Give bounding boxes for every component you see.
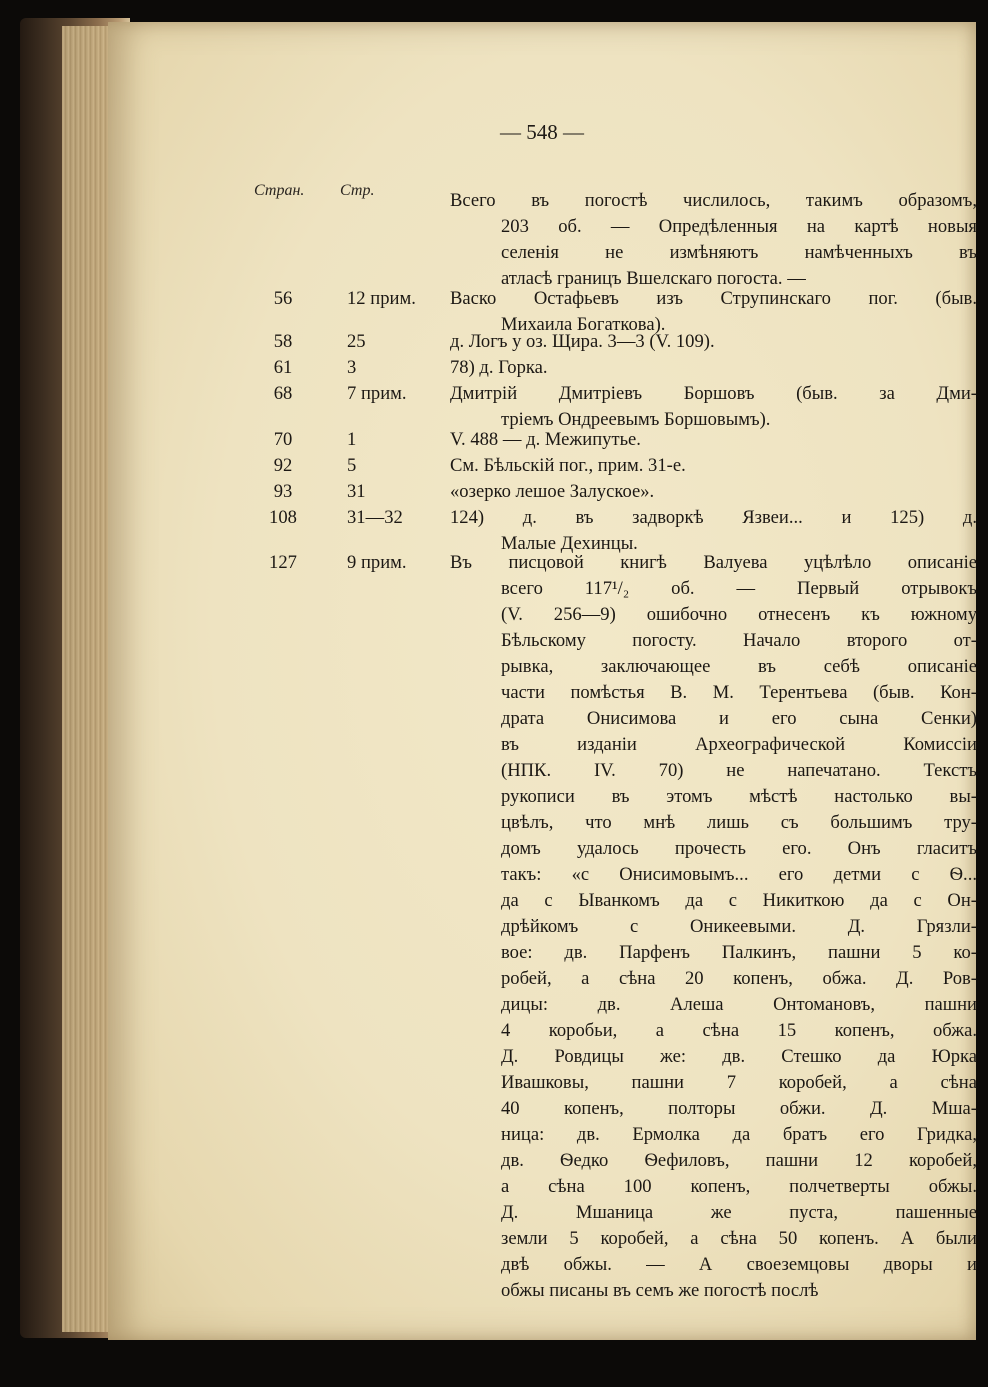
text-line: д. Логъ у оз. Щира. 3—3 (V. 109). xyxy=(450,331,715,352)
text-line: домъ удалось прочесть его. Онъ гласитъ xyxy=(501,838,977,859)
text-line: дицы: дв. Алеша Онтомановъ, пашни xyxy=(501,994,977,1015)
entry-page-number: 56 xyxy=(273,288,293,309)
text-line: обжы писаны въ семъ же погостѣ послѣ xyxy=(501,1280,819,1301)
text-line: двѣ обжы. — А своеземцовы дворы и xyxy=(501,1254,977,1275)
text-line: Бѣльскому погосту. Начало второго от- xyxy=(501,630,977,651)
column-header-page: Стран. xyxy=(254,182,305,199)
entry-line-number: 5 xyxy=(347,455,357,476)
text-line: всего 117¹/₂ об. — Первый отрывокъ xyxy=(501,578,977,599)
text-line: тріемъ Ондреевымъ Боршовымъ). xyxy=(501,409,771,430)
book-page xyxy=(108,22,976,1340)
entry-line-number: 1 xyxy=(347,429,357,450)
entry-text xyxy=(450,329,977,355)
text-line: да с Ыванкомъ да с Никиткою да с Он- xyxy=(501,890,977,911)
text-line: рывка, заключающее въ себѣ описаніе xyxy=(501,656,977,677)
entry-page-number: 70 xyxy=(273,429,293,450)
text-line: атласѣ границъ Вшелскаго погоста. — xyxy=(501,268,806,289)
text-line: рукописи въ этомъ мѣстѣ настолько вы- xyxy=(501,786,977,807)
text-line: 124) д. въ задворкѣ Язвеи... и 125) д. xyxy=(450,507,977,528)
text-line: Дмитрій Дмитріевъ Боршовъ (быв. за Дми- xyxy=(450,383,977,404)
entry-page-number: 108 xyxy=(269,507,297,528)
text-line: ница: дв. Ермолка да братъ его Гридка, xyxy=(501,1124,977,1145)
text-line: 40 копенъ, полторы обжи. Д. Мша- xyxy=(501,1098,977,1119)
entry-page-number: 68 xyxy=(273,383,293,404)
entry-text xyxy=(450,427,977,453)
text-line: (НПК. IV. 70) не напечатано. Текстъ xyxy=(501,760,977,781)
text-line: 4 коробьи, а сѣна 15 копенъ, обжа. xyxy=(501,1020,977,1041)
entry-page-number: 61 xyxy=(273,357,293,378)
text-line: въ изданіи Археографической Комиссіи xyxy=(501,734,977,755)
text-line: См. Бѣльскій пог., прим. 31-е. xyxy=(450,455,686,476)
text-line: «озерко лешое Залуское». xyxy=(450,481,655,502)
entry-text xyxy=(450,453,977,479)
text-line: 203 об. — Опредѣленныя на картѣ новыя xyxy=(501,216,977,237)
entry-line-number: 25 xyxy=(347,331,366,352)
entry-line-number: 9 прим. xyxy=(347,552,407,573)
text-line: части помѣстья В. М. Терентьева (быв. Кон- xyxy=(501,682,977,703)
entry-text xyxy=(450,355,977,381)
text-line: V. 488 — д. Межипутье. xyxy=(450,429,641,450)
entry-page-number: 92 xyxy=(273,455,293,476)
text-line: вое: дв. Парфенъ Палкинъ, пашни 5 ко- xyxy=(501,942,977,963)
entry-line-number: 31—32 xyxy=(347,507,403,528)
entry-line-number: 12 прим. xyxy=(347,288,416,309)
entry-text xyxy=(450,479,977,505)
entry-line-number: 3 xyxy=(347,357,357,378)
text-line: робей, а сѣна 20 копенъ, обжа. Д. Ров- xyxy=(501,968,977,989)
text-line: селенія не измѣняютъ намѣченныхъ въ xyxy=(501,242,977,263)
entry-page-number: 127 xyxy=(269,552,297,573)
entry-line-number: 7 прим. xyxy=(347,383,407,404)
text-line: Малые Дехинцы. xyxy=(501,533,638,554)
text-line: Всего въ погостѣ числилось, такимъ образомъ, xyxy=(450,190,977,211)
text-line: Въ писцовой книгѣ Валуева уцѣлѣло описаніе xyxy=(450,552,977,573)
entry-page-number: 58 xyxy=(273,331,293,352)
text-line: 78) д. Горка. xyxy=(450,357,548,378)
entry-text xyxy=(450,188,977,292)
text-line: дрѣйкомъ с Оникеевыми. Д. Грязли- xyxy=(501,916,977,937)
column-header-line: Стр. xyxy=(340,182,375,199)
text-line: Васко Остафьевъ изъ Струпинскаго пог. (быв. xyxy=(450,288,977,309)
entry-text xyxy=(450,550,977,1304)
text-line: такъ: «с Онисимовымъ... его детми с Ѳ... xyxy=(501,864,977,885)
text-line: (V. 256—9) ошибочно отнесенъ къ южному xyxy=(501,604,977,625)
text-line: Д. Мшаница же пуста, пашенные xyxy=(501,1202,977,1223)
entry-line-number: 31 xyxy=(347,481,366,502)
text-line: цвѣлъ, что мнѣ лишь съ большимъ тру- xyxy=(501,812,977,833)
entry-page-number: 93 xyxy=(273,481,293,502)
text-line: Д. Ровдицы же: дв. Стешко да Юрка xyxy=(501,1046,977,1067)
page-number: — 548 — xyxy=(500,120,584,144)
text-line: а сѣна 100 копенъ, полчетверты обжы. xyxy=(501,1176,977,1197)
text-line: дв. Ѳедко Ѳефиловъ, пашни 12 коробей, xyxy=(501,1150,977,1171)
entry-text xyxy=(450,381,977,433)
text-line: драта Онисимова и его сына Сенки) xyxy=(501,708,977,729)
text-line: земли 5 коробей, а сѣна 50 копенъ. А были xyxy=(501,1228,977,1249)
text-line: Ивашковы, пашни 7 коробей, а сѣна xyxy=(501,1072,977,1093)
text-line: Михаила Богаткова). xyxy=(501,314,666,335)
